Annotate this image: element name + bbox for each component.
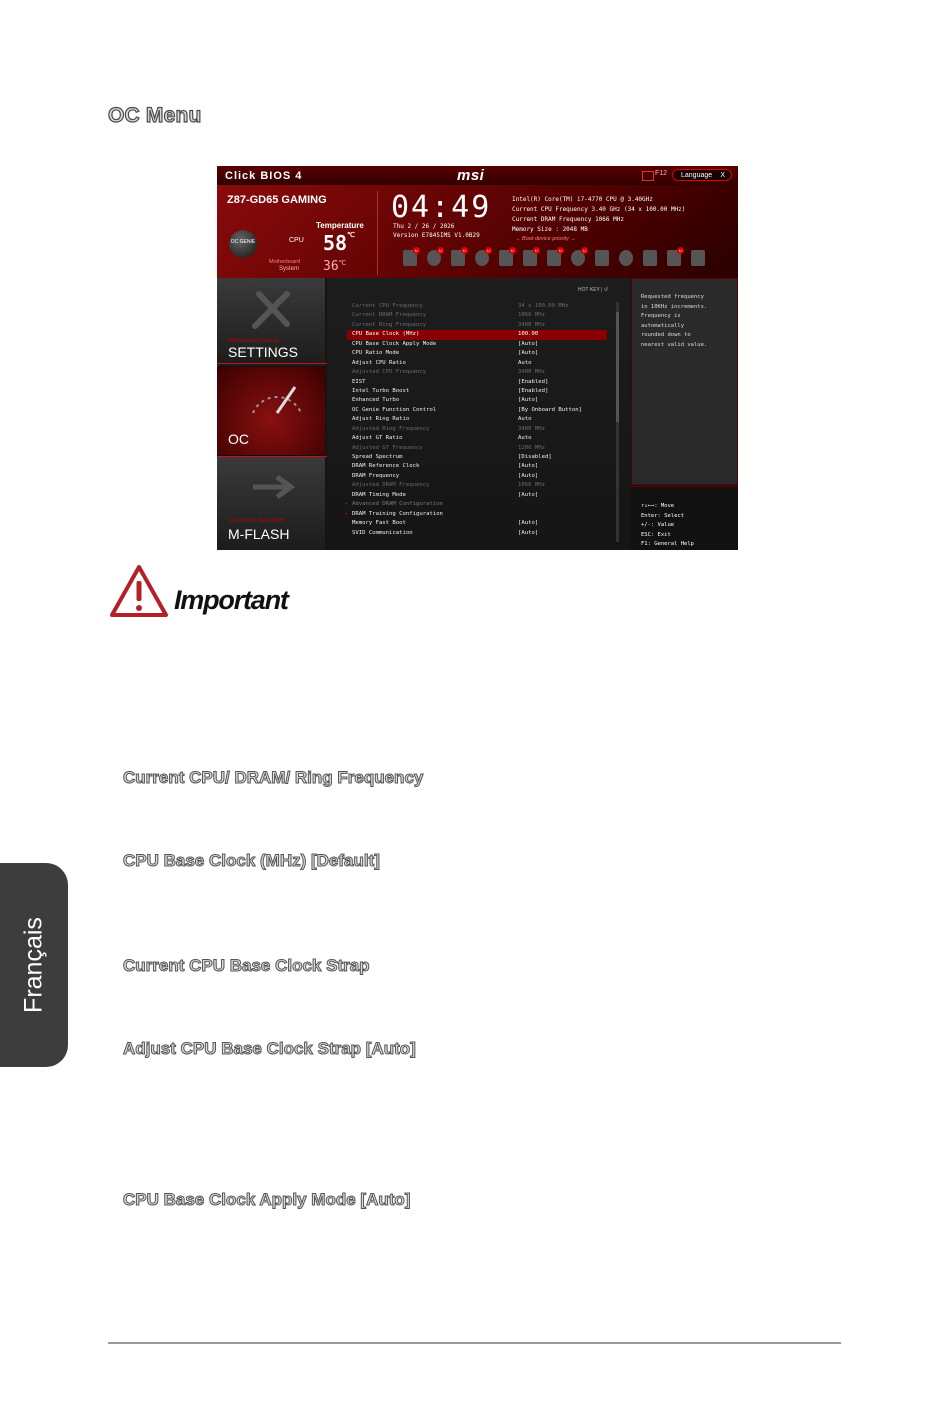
setting-row[interactable]	[347, 396, 607, 405]
system-label: System	[279, 266, 300, 272]
setting-label: Adjusted DRAM Frequency	[352, 482, 430, 489]
setting-row[interactable]	[347, 311, 607, 320]
usb-key-icon[interactable]	[643, 250, 657, 266]
nav-mflash-subtitle: Use USB to flash BIOS	[228, 518, 285, 524]
setting-value[interactable]: 1066 MHz	[518, 312, 545, 319]
setting-value[interactable]: [Auto]	[518, 520, 539, 527]
setting-row[interactable]	[347, 529, 607, 538]
setting-value[interactable]: [Auto]	[518, 463, 539, 470]
bios-header	[217, 185, 738, 278]
dram-frequency: Current DRAM Frequency 1066 MHz	[512, 216, 624, 223]
setting-label: DRAM Timing Mode	[352, 491, 406, 498]
nav-settings-title: SETTINGS	[228, 344, 299, 360]
setting-row[interactable]	[347, 406, 607, 415]
help-panel	[631, 278, 738, 485]
setting-row[interactable]	[347, 444, 607, 453]
hdd-icon[interactable]: U	[403, 250, 417, 266]
setting-label: Adjust Ring Ratio	[352, 416, 410, 423]
setting-label: ▸ Advanced DRAM Configuration	[352, 500, 443, 509]
setting-value[interactable]: [Auto]	[518, 472, 539, 479]
setting-value[interactable]: [Enabled]	[518, 378, 549, 385]
setting-label: Spread Spectrum	[352, 454, 403, 460]
cpu-frequency: Current CPU Frequency 3.40 GHz (34 x 100.00 MHz)	[512, 206, 686, 213]
setting-row[interactable]	[347, 378, 607, 387]
setting-label: Memory Fast Boot	[352, 520, 406, 527]
usb-drive-icon[interactable]: U	[451, 250, 465, 266]
bios-screenshot	[217, 166, 738, 550]
nav-mflash[interactable]	[217, 456, 325, 550]
heading-current-base-clock-strap: Current CPU Base Clock Strap	[123, 956, 370, 975]
setting-label: SVID Communication	[352, 529, 413, 536]
setting-row[interactable]	[347, 500, 607, 509]
nav-oc-title: OC	[228, 431, 249, 447]
setting-row[interactable]	[347, 330, 607, 339]
setting-row[interactable]	[347, 359, 607, 368]
setting-row[interactable]	[347, 368, 607, 377]
setting-label: Intel Turbo Boost	[352, 387, 410, 394]
temp-unit: ℃	[338, 259, 347, 267]
uefi-shell-icon[interactable]	[691, 250, 705, 266]
setting-row[interactable]	[347, 519, 607, 528]
boot-device-bar	[403, 246, 713, 272]
setting-value[interactable]: 100.00	[518, 331, 539, 338]
setting-label: Current Ring Frequency	[352, 321, 427, 328]
setting-value[interactable]: [Auto]	[518, 491, 539, 498]
key-legend	[631, 486, 738, 550]
setting-label: Adjusted GT Frequency	[352, 444, 423, 451]
setting-label: ▸ DRAM Training Configuration	[352, 510, 443, 519]
oc-highlight-outline	[217, 363, 333, 457]
setting-row[interactable]	[347, 453, 607, 462]
setting-value[interactable]: [Auto]	[518, 340, 539, 347]
setting-row[interactable]	[347, 434, 607, 443]
setting-value[interactable]: 1066 MHz	[518, 482, 545, 489]
setting-value[interactable]: [Enabled]	[518, 387, 549, 394]
optical-disc-icon[interactable]: U	[427, 250, 441, 266]
setting-value[interactable]: 3400 MHz	[518, 369, 545, 376]
page-title: OC Menu	[108, 104, 202, 127]
header-divider	[377, 191, 378, 275]
usb-optical-icon[interactable]: U	[475, 250, 489, 266]
setting-value[interactable]: [Auto]	[518, 397, 539, 404]
setting-label: Adjust GT Ratio	[352, 435, 403, 442]
setting-row[interactable]	[347, 415, 607, 424]
usb-cd-icon[interactable]: U	[571, 250, 585, 266]
setting-value[interactable]: [By Onboard Button]	[518, 406, 582, 413]
scrollbar[interactable]	[616, 302, 619, 542]
setting-value[interactable]: [Disabled]	[518, 454, 552, 460]
tools-icon	[247, 284, 297, 334]
hotkey-label[interactable]: HOT KEY | ↺	[578, 287, 609, 293]
settings-list	[347, 302, 607, 538]
setting-label: CPU Base Clock Apply Mode	[352, 340, 437, 347]
setting-label: Adjust CPU Ratio	[352, 359, 406, 366]
setting-row[interactable]	[347, 387, 607, 396]
setting-row[interactable]	[347, 302, 607, 311]
close-icon[interactable]: X	[720, 172, 725, 179]
board-name: Z87-GD65 GAMING	[227, 194, 327, 206]
disc-icon[interactable]	[619, 250, 633, 266]
heading-cpu-base-clock: CPU Base Clock (MHz) [Default]	[123, 851, 380, 870]
setting-label: Adjusted CPU Frequency	[352, 369, 427, 376]
setting-value[interactable]: Auto	[518, 416, 532, 423]
setting-row[interactable]	[347, 425, 607, 434]
language-tab	[0, 863, 68, 1067]
oc-settings-panel	[327, 278, 630, 550]
setting-label: Current CPU Frequency	[352, 303, 423, 309]
setting-row[interactable]	[347, 491, 607, 500]
setting-value[interactable]: [Auto]	[518, 529, 539, 536]
system-temperature	[323, 259, 347, 274]
setting-value[interactable]: 34 x 100.00 MHz	[518, 303, 569, 309]
bios-version: Version E7845IMS V1.0B29	[393, 232, 480, 239]
setting-label: DRAM Reference Clock	[352, 463, 420, 470]
setting-value[interactable]: [Auto]	[518, 350, 539, 357]
msi-logo: msi	[457, 167, 485, 184]
setting-value[interactable]: Auto	[518, 435, 532, 442]
memory-size: Memory Size : 2048 MB	[512, 226, 588, 233]
setting-row[interactable]	[347, 321, 607, 330]
date: Thu 2 / 26 / 2026	[393, 223, 455, 230]
temp-unit: ℃	[347, 231, 355, 239]
nav-settings[interactable]	[217, 278, 325, 367]
card-reader-icon[interactable]	[595, 250, 609, 266]
heading-adjust-base-clock-strap: Adjust CPU Base Clock Strap [Auto]	[123, 1039, 416, 1058]
usb-hdd-icon[interactable]: U	[547, 250, 561, 266]
setting-row[interactable]	[347, 462, 607, 471]
setting-label: DRAM Frequency	[352, 472, 400, 479]
setting-row[interactable]	[347, 340, 607, 349]
cpu-model: Intel(R) Core(TM) i7-4770 CPU @ 3.40GHz	[512, 196, 653, 203]
setting-label: CPU Ratio Mode	[352, 350, 400, 357]
f12-label: F12	[655, 170, 668, 177]
warning-icon	[108, 563, 170, 619]
setting-value[interactable]: 1200 MHz	[518, 444, 545, 451]
boot-priority-label: → Boot device priority →	[515, 236, 576, 242]
footer-divider	[108, 1342, 841, 1344]
nav-settings-subtitle: Motherboard settings	[228, 338, 280, 344]
usb-stick-icon[interactable]: U	[667, 250, 681, 266]
temperature-label: Temperature	[316, 221, 364, 230]
nav-mflash-title: M-FLASH	[228, 526, 290, 542]
setting-label: Adjusted Ring Frequency	[352, 425, 430, 432]
click-bios-brand: Click BIOS 4	[225, 170, 303, 182]
setting-row[interactable]	[347, 510, 607, 519]
heading-base-clock-apply-mode: CPU Base Clock Apply Mode [Auto]	[123, 1190, 411, 1209]
setting-label: EIST	[352, 378, 366, 385]
cpu-label: CPU	[289, 237, 304, 244]
oc-genie-button[interactable]: OC GENIE	[229, 230, 257, 258]
bios-top-bar	[217, 166, 738, 185]
language-button[interactable]	[672, 169, 732, 181]
setting-value[interactable]: 3400 MHz	[518, 425, 545, 432]
setting-row[interactable]	[347, 349, 607, 358]
system-info	[512, 195, 685, 235]
language-tab-label: Français	[19, 917, 48, 1013]
motherboard-label: Motherboard	[269, 259, 301, 265]
key-legend-text: ↑↓←→: Move Enter: Select +/-: Value ESC: Exit F1: General Help	[641, 503, 694, 548]
setting-label: Enhanced Turbo	[352, 397, 400, 404]
setting-label: OC Genie Function Control	[352, 406, 437, 413]
setting-row[interactable]	[347, 481, 607, 490]
setting-row[interactable]	[347, 472, 607, 481]
heading-current-frequency: Current CPU/ DRAM/ Ring Frequency	[123, 768, 424, 787]
cpu-temp-value: 58	[323, 231, 348, 255]
setting-label: Current DRAM Frequency	[352, 312, 427, 319]
clock: 04:49	[391, 190, 492, 225]
setting-value[interactable]: Auto	[518, 359, 532, 366]
cpu-temperature	[323, 231, 355, 255]
setting-label: CPU Base Clock (MHz)	[352, 331, 420, 338]
usb-icon	[247, 462, 297, 512]
usb-floppy-icon[interactable]: U	[499, 250, 513, 266]
system-temp-value: 36	[323, 259, 339, 274]
network-icon[interactable]: U	[523, 250, 537, 266]
screenshot-icon[interactable]	[642, 171, 654, 181]
scrollbar-thumb[interactable]	[616, 312, 619, 422]
language-label: Language	[681, 172, 713, 179]
setting-value[interactable]: 3400 MHz	[518, 321, 545, 328]
help-text: Requested frequency in 10KHz increments. Frequency is automatically rounded down to nearest valid value.	[641, 294, 708, 348]
important-label: Important	[174, 585, 288, 615]
